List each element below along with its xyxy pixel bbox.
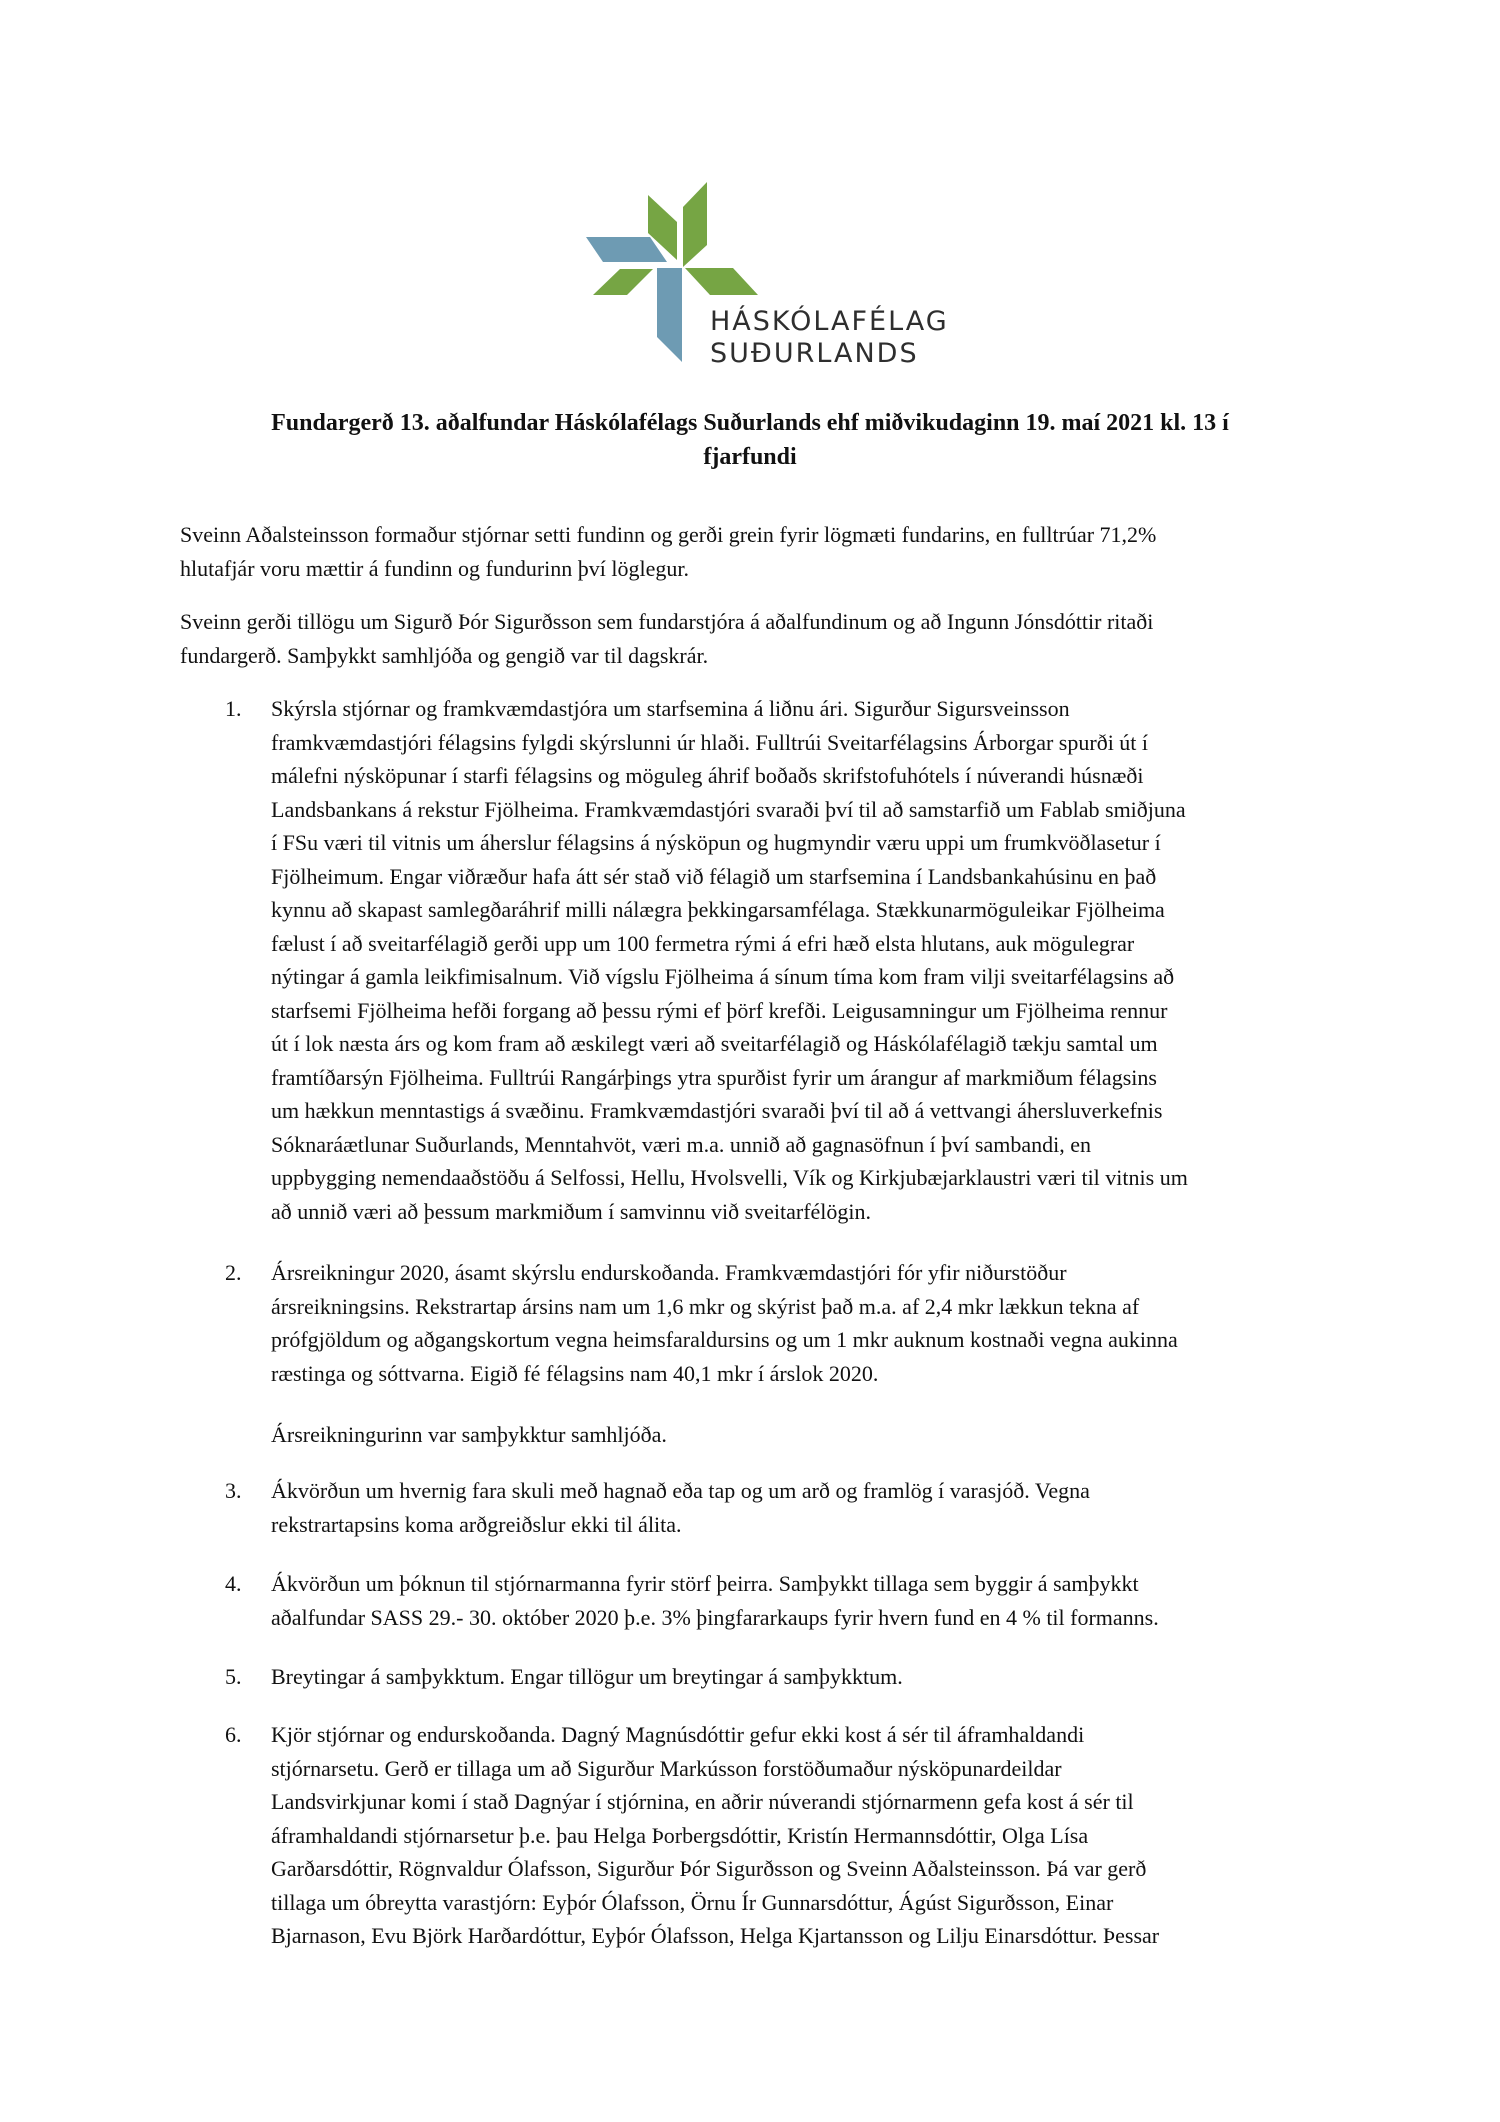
agenda-item-body <box>271 1660 1351 1694</box>
logo-text-line1: HÁSKÓLAFÉLAG <box>710 306 949 337</box>
agenda-item-body <box>271 692 1351 1228</box>
logo-green-right <box>685 268 758 295</box>
agenda-item-number: 1. <box>225 696 242 721</box>
text-line: Garðarsdóttir, Rögnvaldur Ólafsson, Sigurður Þór Sigurðsson og Sveinn Aðalsteinsson. Þá var gerð <box>271 1856 1147 1881</box>
text-line: kynnu að skapast samlegðaráhrif milli nálægra þekkingarsamfélaga. Stækkunarmöguleikar Fjölheima <box>271 897 1165 922</box>
text-line: Ákvörðun um þóknun til stjórnarmanna fyrir störf þeirra. Samþykkt tillaga sem byggir á samþykkt <box>271 1571 1139 1596</box>
text-line: framkvæmdastjóri félagsins fylgdi skýrslunni úr hlaði. Fulltrúi Sveitarfélagsins Árborgar spurði út í <box>271 729 1149 755</box>
text-line: rekstrartapsins koma arðgreiðslur ekki til álita. <box>271 1511 682 1537</box>
text-line: áframhaldandi stjórnarsetur þ.e. þau Helga Þorbergsdóttir, Kristín Hermannsdóttir, Olga Lísa <box>271 1822 1089 1848</box>
agenda-item-number: 5. <box>225 1664 242 1689</box>
title-line: Fundargerð 13. aðalfundar Háskólafélags Suðurlands ehf miðvikudaginn 19. maí 2021 kl. 13 í <box>271 410 1229 436</box>
text-line: Breytingar á samþykktum. Engar tillögur um breytingar á samþykktum. <box>271 1664 903 1689</box>
text-line: framtíðarsýn Fjölheima. Fulltrúi Rangárþings ytra spurðist fyrir um árangur af markmiðum félagsins <box>271 1064 1157 1090</box>
text-line: nýtingar á gamla leikfimisalnum. Við vígslu Fjölheima á sínum tíma kom fram vilji sveitarfélagsins að <box>271 964 1175 989</box>
text-line: starfsemi Fjölheima hefði forgang að þessu rými ef þörf krefði. Leigusamningur um Fjölheima rennur <box>271 997 1168 1023</box>
text-line: Sóknaráætlunar Suðurlands, Menntahvöt, væri m.a. unnið að gagnasöfnun í því sambandi, en <box>271 1131 1091 1157</box>
logo-text-line2: SUÐURLANDS <box>710 338 919 369</box>
text-line: fælust í að sveitarfélagið gerði upp um 100 fermetra rými á efri hæð elsta hlutans, auk mögulegrar <box>271 930 1135 956</box>
text-line: ræstinga og sóttvarna. Eigið fé félagsins nam 40,1 mkr í árslok 2020. <box>271 1360 879 1386</box>
agenda-item-number: 4. <box>225 1571 242 1596</box>
agenda-item-body <box>271 1474 1351 1541</box>
haskolafelag-sudurlands-logo <box>580 175 949 375</box>
intro-paragraph-1 <box>180 518 1340 585</box>
text-line: Kjör stjórnar og endurskoðanda. Dagný Magnúsdóttir gefur ekki kost á sér til áframhaldandi <box>271 1722 1085 1747</box>
page-title <box>150 406 1350 474</box>
text-line: tillaga um óbreytta varastjórn: Eyþór Ólafsson, Örnu Ír Gunnarsdóttur, Ágúst Sigurðsson, Einar <box>271 1889 1114 1915</box>
text-line: um hækkun menntastigs á svæðinu. Framkvæmdastjóri svaraði því til að á vettvangi áhersluverkefnis <box>271 1098 1163 1123</box>
text-line: málefni nýsköpunar í starfi félagsins og möguleg áhrif boðaðs skrifstofuhótels í núverandi húsnæði <box>271 763 1144 788</box>
text-line: í FSu væri til vitnis um áherslur félagsins á nýsköpun og hugmyndir væru uppi um frumkvöðlasetur í <box>271 830 1161 855</box>
text-line: Ársreikningur 2020, ásamt skýrslu endurskoðanda. Framkvæmdastjóri fór yfir niðurstöður <box>271 1260 1067 1285</box>
agenda-item-body <box>271 1256 1351 1452</box>
title-line: fjarfundi <box>703 444 797 470</box>
text-line: Landsvirkjunar komi í stað Dagnýar í stjórnina, en aðrir núverandi stjórnarmenn gefa kost á sér til <box>271 1789 1134 1814</box>
text-line: aðalfundar SASS 29.- 30. október 2020 þ.e. 3% þingfararkaups fyrir hvern fund en 4 % til formanns. <box>271 1604 1159 1630</box>
text-line: Bjarnason, Evu Björk Harðardóttur, Eyþór Ólafsson, Helga Kjartansson og Lilju Einarsdóttur. Þessar <box>271 1923 1160 1948</box>
text-line: ársreikningsins. Rekstrartap ársins nam um 1,6 mkr og skýrist það m.a. af 2,4 mkr lækkun tekna af <box>271 1293 1140 1319</box>
agenda-item-note: Ársreikningurinn var samþykktur samhljóða. <box>271 1422 667 1447</box>
text-line: Skýrsla stjórnar og framkvæmdastjóra um starfsemina á liðnu ári. Sigurður Sigursveinsson <box>271 696 1070 721</box>
text-line: hlutafjár voru mættir á fundinn og fundurinn því löglegur. <box>180 555 689 581</box>
text-line: Landsbankans á rekstur Fjölheima. Framkvæmdastjóri svaraði því til að samstarfið um Fablab smiðjuna <box>271 796 1186 822</box>
text-line: út í lok næsta árs og kom fram að æskilegt væri að sveitarfélagið og Háskólafélagið tækju samtal um <box>271 1031 1158 1056</box>
agenda-item-number: 2. <box>225 1260 242 1285</box>
agenda-item-body <box>271 1718 1351 1953</box>
logo-green-lower-left <box>593 269 653 295</box>
text-line: uppbygging nemendaaðstöðu á Selfossi, Hellu, Hvolsvelli, Vík og Kirkjubæjarklaustri væri til vitnis um <box>271 1165 1188 1190</box>
text-line: stjórnarsetu. Gerð er tillaga um að Sigurður Markússon forstöðumaður nýsköpunardeildar <box>271 1755 1062 1781</box>
agenda-item-number: 6. <box>225 1722 242 1747</box>
logo-green-upper-right <box>683 182 707 267</box>
text-line: Sveinn Aðalsteinsson formaður stjórnar setti fundinn og gerði grein fyrir lögmæti fundarins, en fulltrúar 71,2% <box>180 522 1157 547</box>
text-line: Sveinn gerði tillögu um Sigurð Þór Sigurðsson sem fundarstjóra á aðalfundinum og að Ingunn Jónsdóttir ritaði <box>180 609 1154 634</box>
agenda-item-number: 3. <box>225 1478 242 1503</box>
logo-blue-left <box>586 237 667 262</box>
text-line: Fjölheimum. Engar viðræður hafa átt sér stað við félagið um starfsemina í Landsbankahúsinu en það <box>271 863 1157 889</box>
intro-paragraph-2 <box>180 605 1340 672</box>
logo-blue-stem <box>657 268 682 362</box>
text-line: að unnið væri að þessum markmiðum í samvinnu við sveitarfélögin. <box>271 1198 872 1224</box>
agenda-item-body <box>271 1567 1351 1634</box>
text-line: Ákvörðun um hvernig fara skuli með hagnað eða tap og um arð og framlög í varasjóð. Vegna <box>271 1478 1090 1503</box>
text-line: fundargerð. Samþykkt samhljóða og gengið var til dagskrár. <box>180 642 709 668</box>
text-line: prófgjöldum og aðgangskortum vegna heimsfaraldursins og um 1 mkr auknum kostnaði vegna aukinna <box>271 1327 1178 1352</box>
